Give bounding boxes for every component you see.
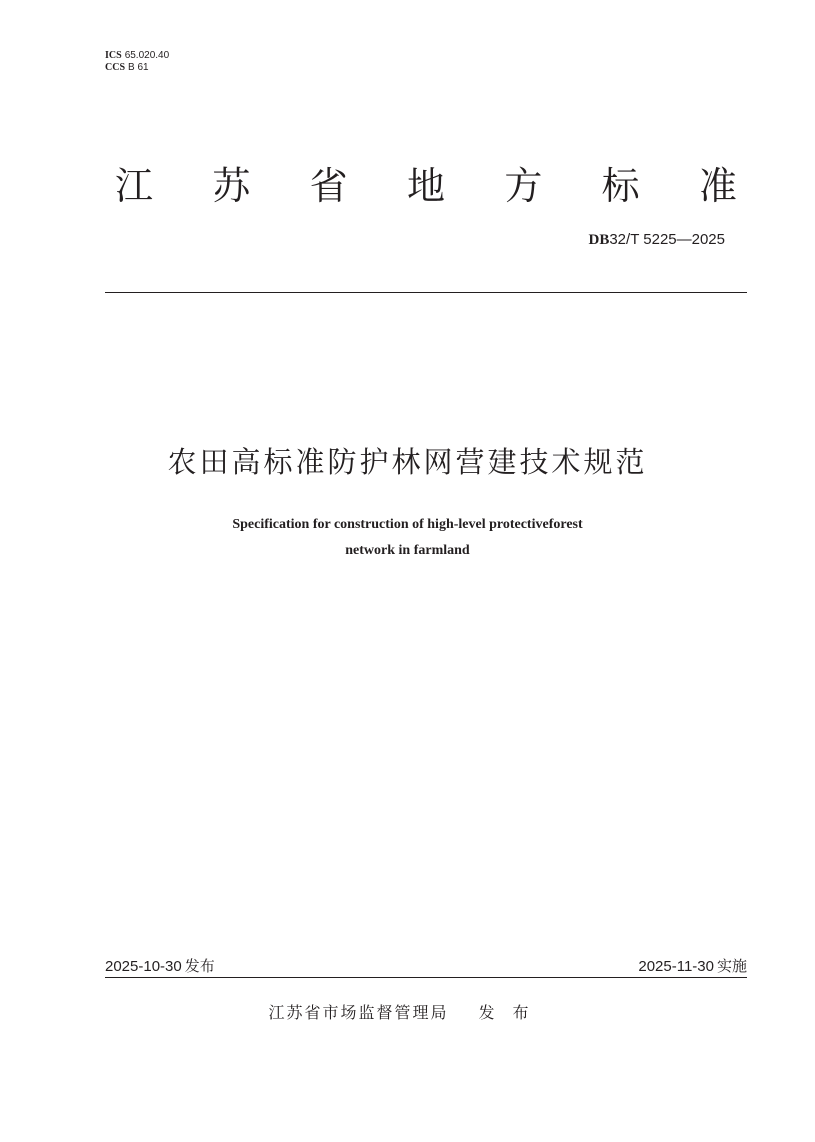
implementation-date-label: 实施 bbox=[716, 957, 747, 975]
standard-type-char: 准 bbox=[698, 164, 737, 208]
implementation-date-value: 2025-11-30 bbox=[638, 958, 714, 975]
english-title-line-1: Specification for construction of high-level protectiveforest bbox=[232, 517, 583, 532]
chinese-title: 农田高标准防护林网营建技术规范 bbox=[167, 445, 648, 479]
ccs-row bbox=[105, 62, 169, 74]
top-divider bbox=[105, 292, 747, 293]
ics-value: 65.020.40 bbox=[124, 50, 170, 61]
standard-type-char: 江 bbox=[115, 164, 154, 208]
standard-number-prefix: DB bbox=[588, 232, 610, 248]
standard-number-code: 32/T 5225—2025 bbox=[609, 231, 725, 248]
standard-type-char: 苏 bbox=[212, 164, 251, 208]
issuer-action: 发布 bbox=[478, 1003, 547, 1022]
english-title-line-2: network in farmland bbox=[345, 543, 470, 558]
issue-date-value: 2025-10-30 bbox=[105, 958, 182, 975]
classification-codes bbox=[105, 50, 169, 74]
ics-row bbox=[105, 50, 169, 62]
issue-date-label: 发布 bbox=[184, 957, 215, 975]
standard-type-char: 地 bbox=[406, 164, 445, 208]
standard-type-heading bbox=[105, 158, 747, 214]
issuing-authority bbox=[0, 1001, 815, 1025]
standard-number bbox=[589, 230, 726, 249]
implementation-date bbox=[638, 956, 747, 977]
ccs-label: CCS bbox=[105, 62, 126, 73]
issue-date bbox=[105, 956, 215, 977]
standard-type-char: 标 bbox=[601, 164, 640, 208]
english-title bbox=[0, 512, 815, 564]
issuer-organization: 江苏省市场监督管理局 bbox=[268, 1003, 449, 1022]
bottom-divider bbox=[105, 977, 747, 978]
standard-type-char: 方 bbox=[504, 164, 543, 208]
ccs-value: B 61 bbox=[128, 62, 149, 73]
standard-type-char: 省 bbox=[309, 164, 348, 208]
ics-label: ICS bbox=[105, 50, 122, 61]
